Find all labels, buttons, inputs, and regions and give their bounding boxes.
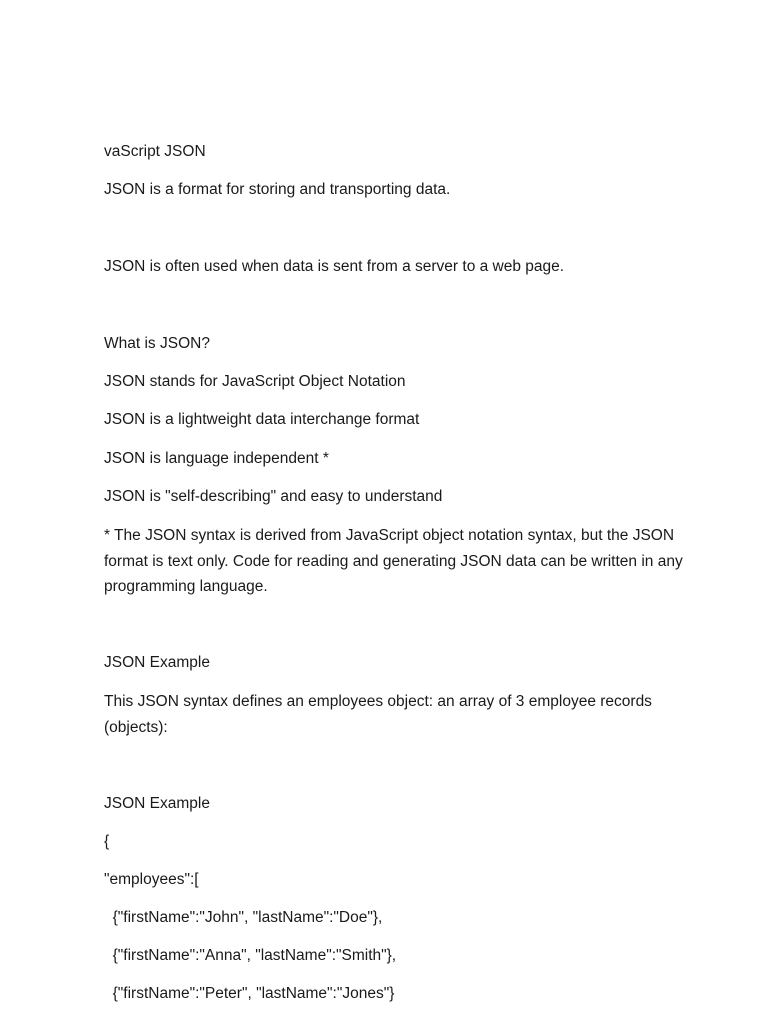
intro-paragraph-2: JSON is often used when data is sent from a server to a web page.: [104, 258, 565, 275]
document-title: vaScript JSON: [104, 143, 206, 160]
fact-line: JSON is a lightweight data interchange format: [104, 411, 420, 428]
footnote-paragraph: * The JSON syntax is derived from JavaScript object notation syntax, but the JSON format is text only. Code for reading and generating JSON data can be written in any programming language.: [104, 527, 683, 595]
code-line: {: [104, 833, 110, 850]
fact-line: JSON is "self-describing" and easy to understand: [104, 488, 443, 505]
code-line: {"firstName":"Anna", "lastName":"Smith"},: [104, 947, 397, 964]
example-heading: JSON Example: [104, 654, 210, 671]
code-line: {"firstName":"Peter", "lastName":"Jones"}: [104, 985, 395, 1002]
intro-paragraph-1: JSON is a format for storing and transporting data.: [104, 181, 451, 198]
example-heading: JSON Example: [104, 795, 210, 812]
code-line: "employees":[: [104, 871, 199, 888]
fact-line: JSON stands for JavaScript Object Notation: [104, 373, 406, 390]
code-line: {"firstName":"John", "lastName":"Doe"},: [104, 909, 383, 926]
what-is-json-heading: What is JSON?: [104, 335, 210, 352]
example-description: This JSON syntax defines an employees object: an array of 3 employee records (objects):: [104, 693, 652, 736]
fact-line: JSON is language independent *: [104, 450, 329, 467]
